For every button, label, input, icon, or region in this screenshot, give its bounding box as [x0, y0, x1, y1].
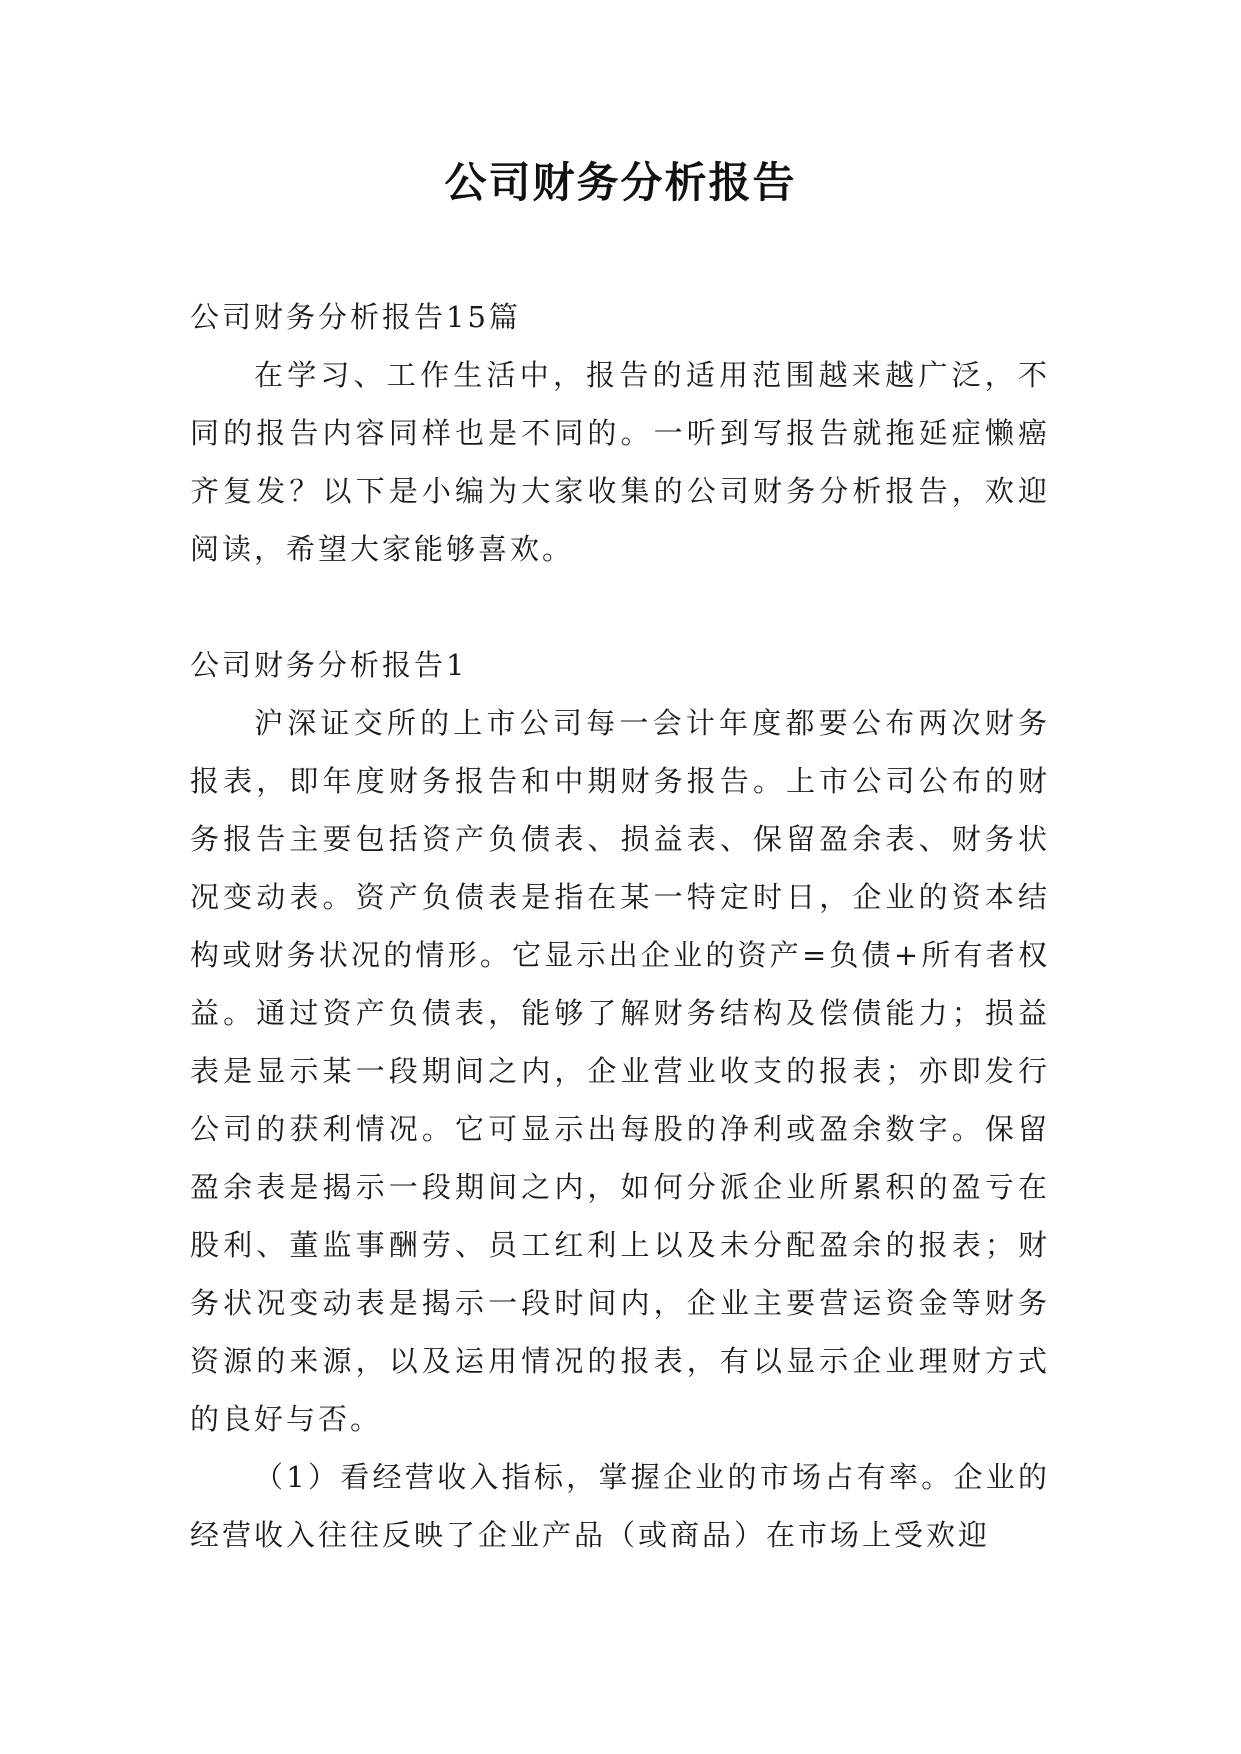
document-title: 公司财务分析报告 [444, 158, 797, 207]
intro-paragraph: 在学习、工作生活中，报告的适用范围越来越广泛，不同的报告内容同样也是不同的。一听到写报告就拖延症懒癌齐复发？以下是小编为大家收集的公司财务分析报告，欢迎阅读，希望大家能够喜欢。 [190, 358, 1050, 566]
section-heading: 公司财务分析报告1 [190, 648, 468, 682]
body-paragraph: （1）看经营收入指标，掌握企业的市场占有率。企业的经营收入往往反映了企业产品（或商品）在市场上受欢迎 [190, 1460, 1050, 1552]
body-paragraph: 沪深证交所的上市公司每一会计年度都要公布两次财务报表，即年度财务报告和中期财务报告。上市公司公布的财务报告主要包括资产负债表、损益表、保留盈余表、财务状况变动表。资产负债表是指在某一特定时日，企业的资本结构或财务状况的情形。它显示出企业的资产=负债+所有者权益。通过资产负债表，能够了解财务结构及偿债能力；损益表是显示某一段期间之内，企业营业收支的报表；亦即发行公司的获利情况。它可显示出每股的净利或盈余数字。保留盈余表是揭示一段期间之内，如何分派企业所累积的盈亏在股利、董监事酬劳、员工红利上以及未分配盈余的报表；财务状况变动表是揭示一段时间内，企业主要营运资金等财务资源的来源，以及运用情况的报表，有以显示企业理财方式的良好与否。 [190, 706, 1050, 1436]
document-subtitle: 公司财务分析报告15篇 [190, 300, 521, 334]
paragraph-spacer [190, 578, 1050, 636]
document-body [190, 288, 1050, 1564]
